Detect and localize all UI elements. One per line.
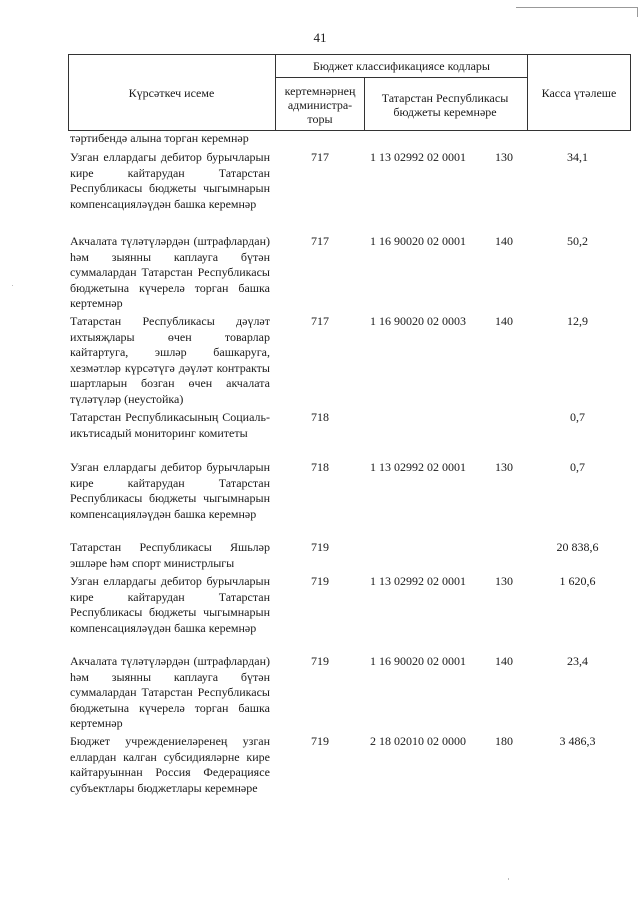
row-cash: 50,2 bbox=[567, 234, 588, 248]
row-name: Татарстан Республикасы дәүләт ихтыяҗлары өчен товарлар кайтартуга, эшләр башкаруга, хезмәтләр күрсәтүгә дәүләт контракты шартларын бозган өчен акчалата түләтүләр (неустойка) bbox=[70, 314, 270, 406]
header-indicator: Күрсәткеч исеме bbox=[128, 85, 215, 100]
row-cash: 0,7 bbox=[570, 460, 585, 474]
row-sub: 140 bbox=[495, 314, 513, 328]
row-admin: 719 bbox=[311, 540, 329, 554]
row-admin: 717 bbox=[311, 234, 329, 248]
row-cash: 0,7 bbox=[570, 410, 585, 424]
row-code: 2 18 02010 02 0000 bbox=[370, 734, 466, 748]
row-cash: 23,4 bbox=[567, 654, 588, 668]
header-budget-codes: Бюджет классификациясе кодлары bbox=[313, 58, 490, 73]
row-code: 1 13 02992 02 0001 bbox=[370, 460, 466, 474]
header-income: Татарстан Республикасы бюджеты керемнәре bbox=[381, 90, 509, 119]
row-code: 1 13 02992 02 0001 bbox=[370, 574, 466, 588]
header-cash: Касса үтәлеше bbox=[541, 85, 617, 100]
scan-mark bbox=[516, 7, 638, 8]
row-admin: 719 bbox=[311, 654, 329, 668]
header-admin: кертемнәрнең администра-торы bbox=[284, 83, 356, 126]
row-admin: 718 bbox=[311, 460, 329, 474]
row-cash: 12,9 bbox=[567, 314, 588, 328]
row-admin: 717 bbox=[311, 314, 329, 328]
row-cash: 3 486,3 bbox=[559, 734, 596, 748]
scan-mark bbox=[637, 7, 638, 17]
row-code: 1 16 90020 02 0001 bbox=[370, 654, 466, 668]
row-admin: 717 bbox=[311, 150, 329, 164]
row-name: Узган еллардагы дебитор бурычларын кире кайтарудан Татарстан Республикасы бюджеты чыгымнарын компенсацияләүдән башка керемнәр bbox=[70, 150, 270, 211]
row-cash: 20 838,6 bbox=[556, 540, 599, 554]
row-code: 1 16 90020 02 0001 bbox=[370, 234, 466, 248]
row-name: Акчалата түләтүләрдән (штрафлардан) һәм зыянны каплауга бүтән суммалардан Татарстан Республикасы бюджетына күчерелә торган башка кертемнәр bbox=[70, 654, 270, 731]
row-sub: 180 bbox=[495, 734, 513, 748]
row-name: Бюджет учреждениеләренең узган еллардан калган субсидияләрне кире кайтаруыннан Россия Федерациясе субъектлары бюджетлары керемнәре bbox=[70, 734, 270, 795]
row-cash: 34,1 bbox=[567, 150, 588, 164]
page-number: 41 bbox=[313, 30, 327, 45]
row-admin: 719 bbox=[311, 574, 329, 588]
row-name: Татарстан Республикасы Яшьләр эшләре һәм спорт министрлыгы bbox=[70, 540, 270, 570]
row-admin: 718 bbox=[311, 410, 329, 424]
row-name: Узган еллардагы дебитор бурычларын кире кайтарудан Татарстан Республикасы бюджеты чыгымнарын компенсацияләүдән башка керемнәр bbox=[70, 460, 270, 521]
row-sub: 130 bbox=[495, 150, 513, 164]
row-name: Татарстан Республикасының Социаль-икътисадый мониторинг комитеты bbox=[70, 410, 270, 440]
row-name: Узган еллардагы дебитор бурычларын кире кайтарудан Татарстан Республикасы бюджеты чыгымнарын компенсацияләүдән башка керемнәр bbox=[70, 574, 270, 635]
row-sub: 140 bbox=[495, 234, 513, 248]
scan-speck bbox=[508, 878, 509, 880]
header-divider bbox=[527, 54, 528, 131]
row-sub: 130 bbox=[495, 574, 513, 588]
scan-speck bbox=[12, 285, 13, 286]
row-code: 1 16 90020 02 0003 bbox=[370, 314, 466, 328]
row-cash: 1 620,6 bbox=[559, 574, 596, 588]
row-sub: 130 bbox=[495, 460, 513, 474]
row-sub: 140 bbox=[495, 654, 513, 668]
continuation-text: тәртибендә алына торган керемнәр bbox=[70, 131, 249, 145]
header-divider bbox=[364, 77, 365, 131]
row-code: 1 13 02992 02 0001 bbox=[370, 150, 466, 164]
row-admin: 719 bbox=[311, 734, 329, 748]
row-name: Акчалата түләтүләрдән (штрафлардан) һәм зыянны каплауга бүтән суммалардан Татарстан Республикасы бюджетына күчерелә торган башка кертемнәр bbox=[70, 234, 270, 311]
